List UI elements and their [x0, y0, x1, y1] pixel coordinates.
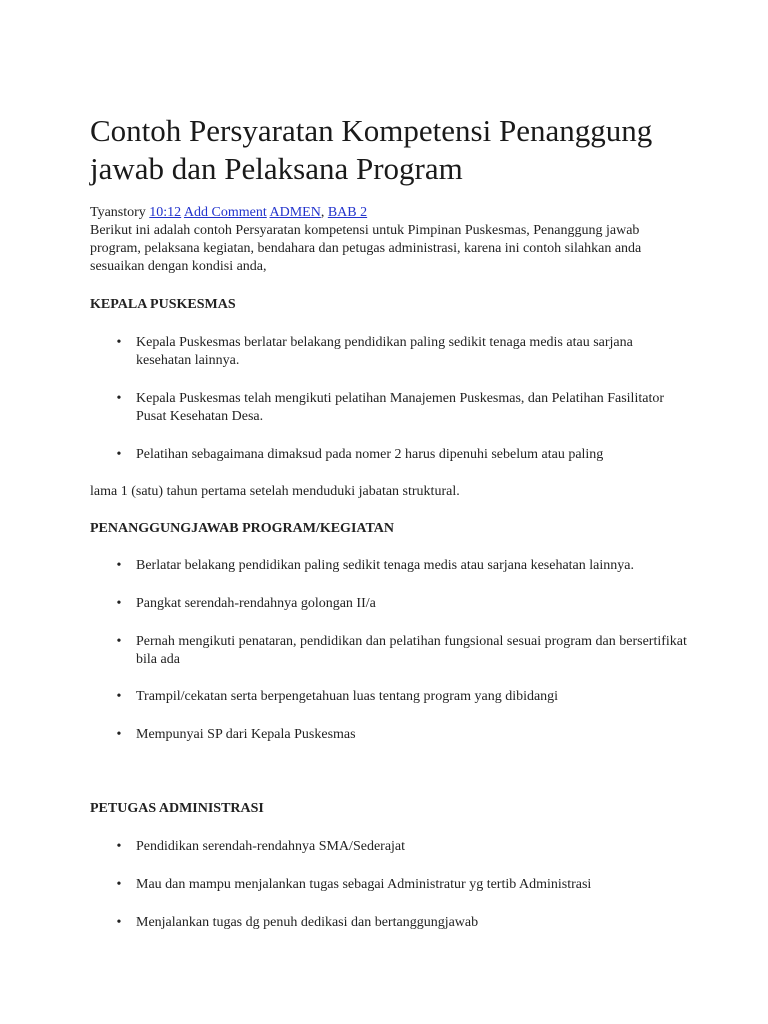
- post-content: [90, 112, 690, 932]
- bullet-icon: •: [116, 447, 122, 462]
- bullet-icon: •: [116, 689, 122, 704]
- bullet-icon: •: [116, 634, 122, 649]
- label-separator: ,: [320, 205, 325, 220]
- list-item: • Pendidikan serendah-rendahnya SMA/Sederajat: [90, 838, 690, 856]
- label-link-bab2[interactable]: BAB 2: [327, 205, 368, 220]
- list-item: • Mempunyai SP dari Kepala Puskesmas: [90, 726, 690, 744]
- post-author: Tyanstory: [90, 205, 146, 220]
- list-item: • Menjalankan tugas dg penuh dedikasi dan bertanggungjawab: [90, 914, 690, 932]
- post-time-link[interactable]: 10:12: [149, 205, 182, 220]
- label-link-admen[interactable]: ADMEN: [269, 205, 321, 220]
- section-title-admin: PETUGAS ADMINISTRASI: [90, 801, 264, 816]
- section-title-pj: PENANGGUNGJAWAB PROGRAM/KEGIATAN: [90, 521, 394, 536]
- add-comment-link[interactable]: Add Comment: [183, 205, 267, 220]
- bullet-icon: •: [116, 915, 122, 930]
- list-item: • Mau dan mampu menjalankan tugas sebagai Administratur yg tertib Administrasi: [90, 876, 690, 894]
- list-kepala: [90, 334, 690, 464]
- bullet-icon: •: [116, 596, 122, 611]
- bullet-icon: •: [116, 877, 122, 892]
- bullet-icon: •: [116, 727, 122, 742]
- list-item: • Kepala Puskesmas berlatar belakang pendidikan paling sedikit tenaga medis atau sarjana kesehatan lainnya.: [90, 334, 690, 370]
- bullet-icon: •: [116, 558, 122, 573]
- bullet-icon: •: [116, 335, 122, 350]
- list-pj: [90, 557, 690, 744]
- list-item: • Pernah mengikuti penataran, pendidikan dan pelatihan fungsional sesuai program dan bersertifikat bila ada: [90, 633, 690, 669]
- list-item: • Berlatar belakang pendidikan paling sedikit tenaga medis atau sarjana kesehatan lainnya.: [90, 557, 690, 575]
- continuation-text: lama 1 (satu) tahun pertama setelah menduduki jabatan struktural.: [90, 484, 460, 499]
- bullet-icon: •: [116, 391, 122, 406]
- section-title-kepala: KEPALA PUSKESMAS: [90, 297, 236, 312]
- post-intro: Berikut ini adalah contoh Persyaratan kompetensi untuk Pimpinan Puskesmas, Penanggung jawab program, pelaksana kegiatan, bendahara dan petugas administrasi, karena ini contoh silahkan anda sesuaikan dengan kondisi anda,: [90, 223, 642, 274]
- list-item: • Pelatihan sebagaimana dimaksud pada nomer 2 harus dipenuhi sebelum atau paling: [90, 446, 690, 464]
- list-item: • Trampil/cekatan serta berpengetahuan luas tentang program yang dibidangi: [90, 688, 690, 706]
- list-item: • Pangkat serendah-rendahnya golongan II/a: [90, 595, 690, 613]
- post-title: Contoh Persyaratan Kompetensi Penanggung jawab dan Pelaksana Program: [90, 113, 653, 186]
- post-meta: [90, 204, 690, 222]
- list-item: • Kepala Puskesmas telah mengikuti pelatihan Manajemen Puskesmas, dan Pelatihan Fasilitator Pusat Kesehatan Desa.: [90, 390, 690, 426]
- list-admin: [90, 838, 690, 932]
- bullet-icon: •: [116, 839, 122, 854]
